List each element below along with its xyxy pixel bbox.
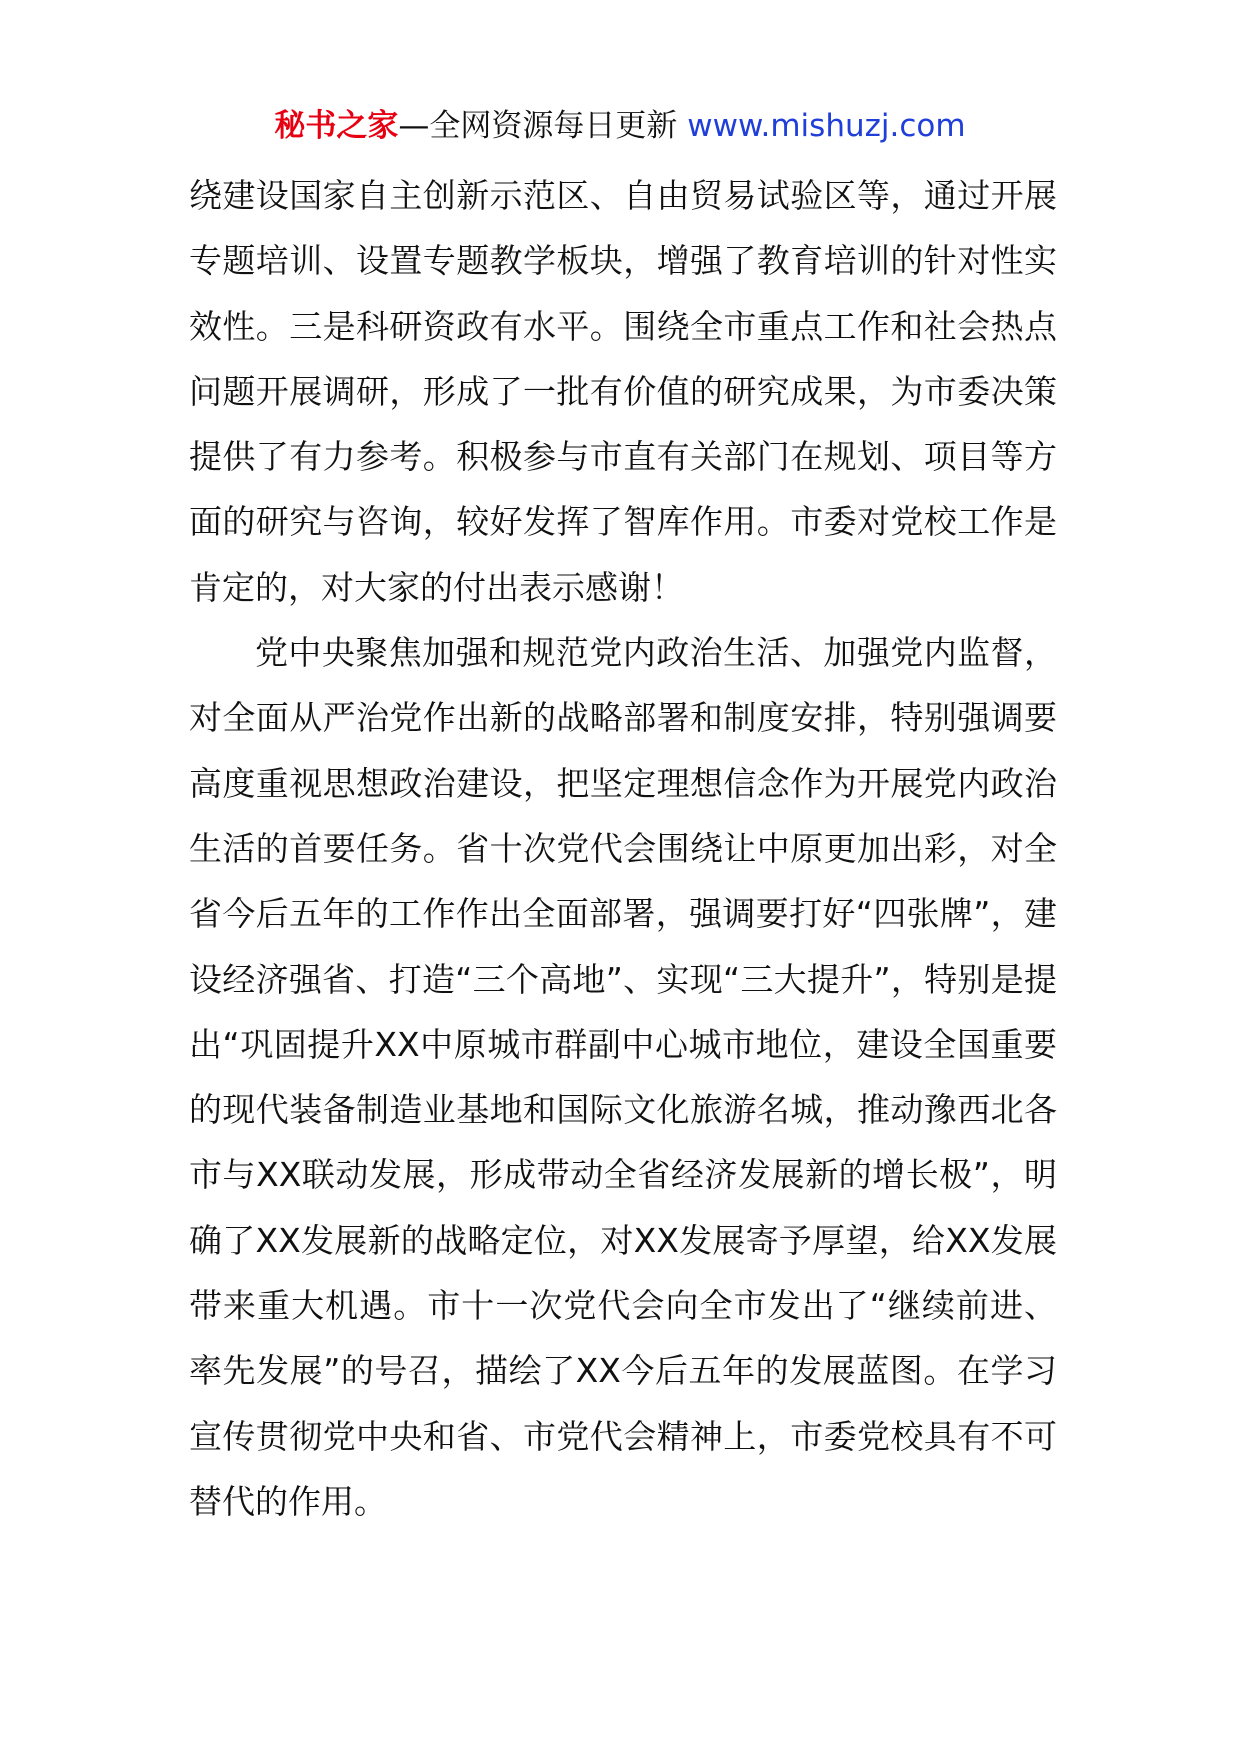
document-body [189, 163, 1057, 1534]
paragraph-continued: 绕建设国家自主创新示范区、自由贸易试验区等，通过开展专题培训、设置专题教学板块，增强了教育培训的针对性实效性。三是科研资政有水平。围绕全市重点工作和社会热点问题开展调研，形成了一批有价值的研究成果，为市委决策提供了有力参考。积极参与市直有关部门在规划、项目等方面的研究与咨询，较好发挥了智库作用。市委对党校工作是肯定的，对大家的付出表示感谢！ [189, 176, 1057, 607]
header-slogan: —全网资源每日更新 [398, 108, 688, 144]
brand-name: 秘书之家 [274, 108, 399, 144]
paragraph: 党中央聚焦加强和规范党内政治生活、加强党内监督，对全面从严治党作出新的战略部署和制度安排，特别强调要高度重视思想政治建设，把坚定理想信念作为开展党内政治生活的首要任务。省十次党代会围绕让中原更加出彩，对全省今后五年的工作作出全面部署，强调要打好“四张牌”，建设经济强省、打造“三个高地”、实现“三大提升”，特别是提出“巩固提升XX中原城市群副中心城市地位，建设全国重要的现代装备制造业基地和国际文化旅游名城，推动豫西北各市与XX联动发展，形成带动全省经济发展新的增长极”，明确了XX发展新的战略定位，对XX发展寄予厚望，给XX发展带来重大机遇。市十一次党代会向全市发出了“继续前进、率先发展”的号召，描绘了XX今后五年的发展蓝图。在学习宣传贯彻党中央和省、市党代会精神上，市委党校具有不可替代的作用。 [189, 633, 1057, 1521]
site-url-link[interactable]: www.mishuzj.com [687, 108, 966, 144]
page-header [0, 104, 1240, 148]
